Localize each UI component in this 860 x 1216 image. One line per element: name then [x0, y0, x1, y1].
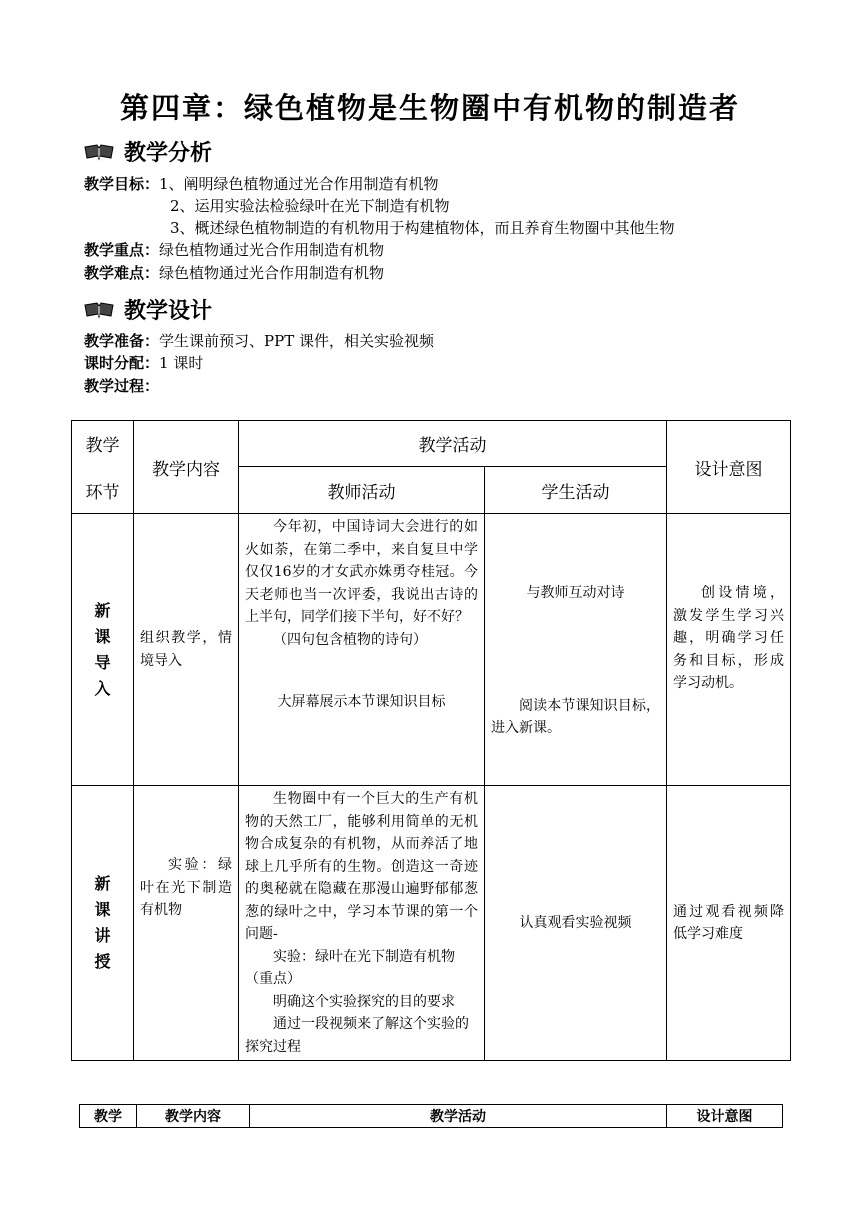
content-paragraph: 实验：绿叶在光下制造有机物 — [140, 857, 232, 918]
stage-char: 新 — [94, 874, 111, 893]
goal-item: 3、概述绿色植物制造的有机物用于构建植物体，而且养育生物圈中其他生物 — [170, 219, 675, 237]
time-line — [84, 352, 203, 374]
teacher-paragraph: （四句包含植物的诗句） — [273, 631, 427, 648]
teacher-paragraph: 明确这个实验探究的目的要求 — [273, 993, 455, 1010]
header-stage: 教学 — [80, 1105, 137, 1128]
stage-char: 授 — [94, 952, 111, 971]
student-paragraph: 阅读本节课知识目标，进入新课。 — [491, 697, 660, 736]
header-content: 教学内容 — [134, 421, 239, 514]
stage-char: 新 — [94, 600, 111, 620]
stage-char: 导 — [94, 652, 111, 672]
student-paragraph: 与教师互动对诗 — [526, 585, 625, 601]
intent-cell — [667, 514, 791, 786]
difficult-label: 教学难点： — [84, 264, 160, 282]
header-teacher: 教师活动 — [239, 467, 485, 514]
difficult-text: 绿色植物通过光合作用制造有机物 — [159, 264, 385, 282]
header-stage — [72, 421, 134, 514]
lesson-table-continued — [79, 1104, 783, 1128]
header-activity: 教学活动 — [239, 421, 667, 467]
process-label: 教学过程： — [84, 377, 160, 395]
header-intent: 设计意图 — [667, 1105, 783, 1128]
header-activity: 教学活动 — [250, 1105, 667, 1128]
intent-paragraph: 创设情境，激发学生学习兴趣，明确学习任务和目标，形成学习动机。 — [673, 585, 784, 691]
stage-cell — [72, 514, 134, 786]
student-cell — [485, 514, 667, 786]
time-text: 1 课时 — [159, 354, 204, 372]
goal-item: 1、阐明绿色植物通过光合作用制造有机物 — [159, 175, 439, 193]
teacher-cell — [239, 786, 485, 1061]
book-icon — [84, 301, 114, 319]
header-student: 学生活动 — [485, 467, 667, 514]
student-cell: 认真观看实验视频 — [485, 786, 667, 1061]
key-line — [84, 239, 384, 261]
prep-label: 教学准备： — [84, 332, 160, 350]
key-label: 教学重点： — [84, 241, 160, 259]
time-label: 课时分配： — [84, 354, 160, 372]
key-text: 绿色植物通过光合作用制造有机物 — [159, 241, 385, 259]
goal-item: 2、运用实验法检验绿叶在光下制造有机物 — [170, 197, 450, 215]
stage-char: 讲 — [94, 926, 111, 945]
stage-char: 入 — [94, 678, 111, 698]
section-heading: 教学分析 — [124, 140, 213, 166]
header-stage-line: 教学 — [85, 436, 120, 456]
section-design — [84, 294, 212, 325]
teacher-paragraph: 实验：绿叶在光下制造有机物（重点） — [245, 948, 455, 987]
stage-char: 课 — [94, 900, 111, 919]
content-cell: 组织教学，情境导入 — [134, 514, 239, 786]
header-stage-line: 环节 — [85, 483, 120, 503]
prep-line — [84, 330, 434, 352]
section-heading: 教学设计 — [124, 298, 213, 324]
teacher-paragraph: 大屏幕展示本节课知识目标 — [277, 694, 446, 710]
goals-label: 教学目标： — [84, 175, 160, 193]
teacher-cell — [239, 514, 485, 786]
difficult-line — [84, 262, 384, 284]
table-row — [72, 514, 791, 786]
teacher-paragraph: 生物圈中有一个巨大的生产有机物的天然工厂，能够利用简单的无机物合成复杂的有机物，从而养活了地球上几乎所有的生物。创造这一奇迹的奥秘就在隐藏在那漫山遍野郁郁葱葱的绿叶之中，学习本节课的第一个问题- — [245, 791, 478, 942]
goals-line — [84, 173, 439, 195]
stage-cell — [72, 786, 134, 1061]
lesson-table — [71, 420, 791, 1061]
intent-cell: 通过观看视频降低学习难度 — [667, 786, 791, 1061]
page-title: 第四章：绿色植物是生物圈中有机物的制造者 — [119, 91, 740, 125]
section-analysis — [84, 136, 212, 167]
content-cell — [134, 786, 239, 1061]
header-intent: 设计意图 — [667, 421, 791, 514]
teacher-paragraph: 今年初，中国诗词大会进行的如火如荼，在第二季中，来自复旦中学仅仅16岁的才女武亦姝勇夺桂冠。今天老师也当一次评委，我说出古诗的上半句，同学们接下半句，好不好？ — [245, 519, 478, 625]
prep-text: 学生课前预习、PPT 课件，相关实验视频 — [159, 332, 434, 350]
table-row — [72, 786, 791, 1061]
header-content: 教学内容 — [137, 1105, 250, 1128]
stage-char: 课 — [94, 626, 111, 646]
process-line — [84, 375, 159, 397]
book-icon — [84, 143, 114, 161]
teacher-paragraph: 通过一段视频来了解这个实验的探究过程 — [245, 1016, 469, 1055]
